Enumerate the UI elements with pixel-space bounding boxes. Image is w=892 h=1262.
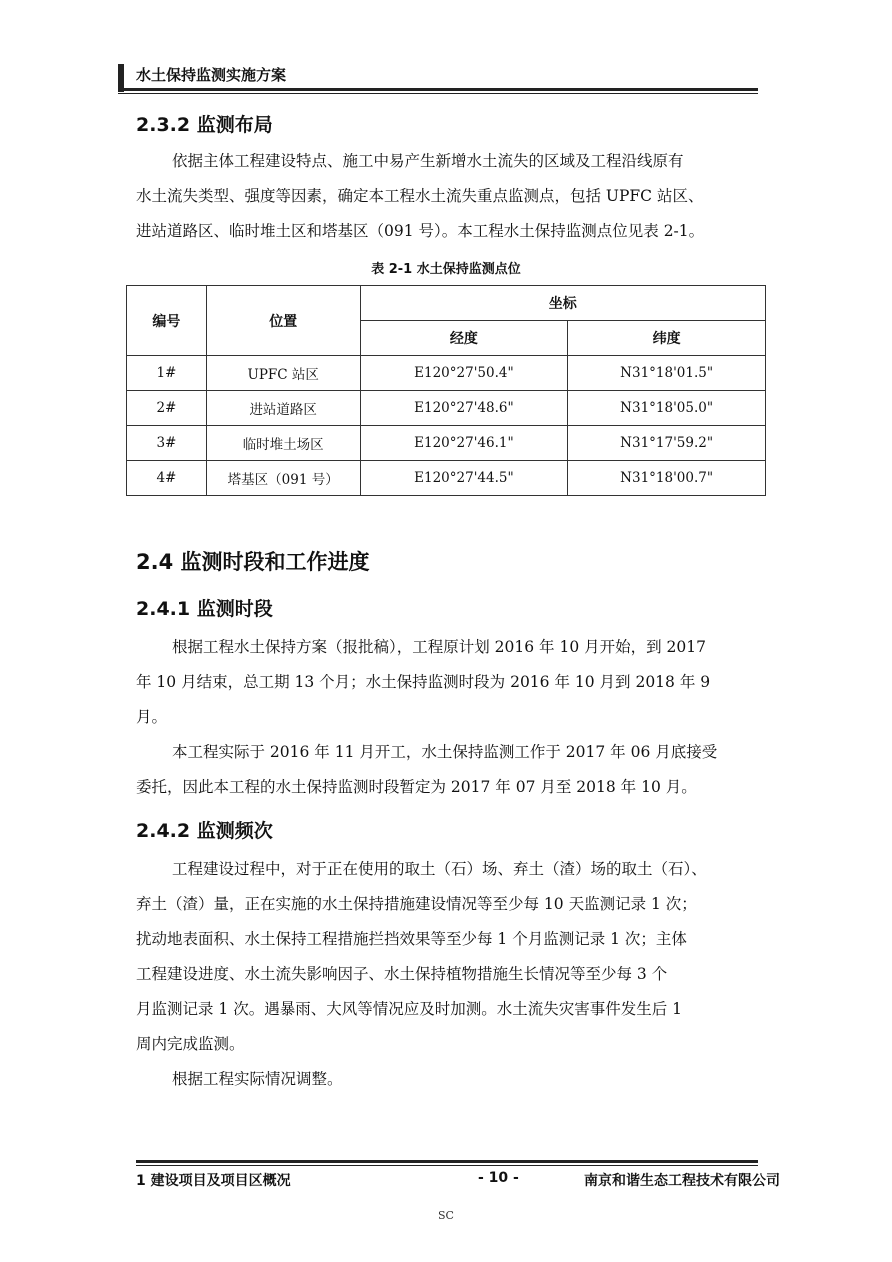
column-header-longitude: 经度 [360, 321, 568, 356]
column-header-latitude: 纬度 [568, 321, 766, 356]
table-row [127, 356, 766, 391]
cell-id: 4# [127, 461, 207, 496]
heading-2-4-1: 2.4.1 监测时段 [136, 598, 273, 620]
cell-latitude: N31°17'59.2" [568, 426, 766, 461]
footer-chapter: 1 建设项目及项目区概况 [136, 1173, 291, 1189]
text-line: 年 10 月结束，总工期 13 个月；水土保持监测时段为 2016 年 10 月到 2018 年 9 [136, 673, 711, 691]
footer-page-number: - 10 - [478, 1170, 519, 1186]
cell-latitude: N31°18'00.7" [568, 461, 766, 496]
cell-id: 3# [127, 426, 207, 461]
text-line: 进站道路区、临时堆土区和塔基区（091 号）。本工程水土保持监测点位见表 2-1。 [136, 222, 705, 240]
text-line: 水土流失类型、强度等因素，确定本工程水土流失重点监测点，包括 UPFC 站区、 [136, 187, 704, 205]
cell-longitude: E120°27'50.4" [360, 356, 568, 391]
text-line: 根据工程水土保持方案（报批稿），工程原计划 2016 年 10 月开始，到 2017 [172, 638, 707, 656]
footer-rule [136, 1160, 758, 1163]
text-line: 弃土（渣）量，正在实施的水土保持措施建设情况等至少每 10 天监测记录 1 次； [136, 895, 697, 913]
paragraph-monitoring-frequency [136, 852, 760, 1062]
heading-2-4-2: 2.4.2 监测频次 [136, 820, 273, 842]
header-rule [118, 88, 758, 91]
cell-longitude: E120°27'48.6" [360, 391, 568, 426]
header-rule-thin [118, 93, 758, 94]
cell-id: 2# [127, 391, 207, 426]
text-line: 月监测记录 1 次。遇暴雨、大风等情况应及时加测。水土流失灾害事件发生后 1 [136, 1000, 683, 1018]
text-line: 依据主体工程建设特点、施工中易产生新增水土流失的区域及工程沿线原有 [172, 152, 684, 170]
footer-company: 南京和谐生态工程技术有限公司 [584, 1173, 780, 1189]
paragraph-monitoring-layout [136, 144, 760, 249]
cell-longitude: E120°27'44.5" [360, 461, 568, 496]
paragraph-adjustment [136, 1062, 760, 1097]
table-row [127, 426, 766, 461]
footer-rule-thin [136, 1165, 758, 1166]
text-line: 工程建设进度、水土流失影响因子、水土保持植物措施生长情况等至少每 3 个 [136, 965, 668, 983]
running-header-title: 水土保持监测实施方案 [136, 66, 287, 84]
text-line: 本工程实际于 2016 年 11 月开工，水土保持监测工作于 2017 年 06 月底接受 [172, 743, 718, 761]
text-line: 周内完成监测。 [136, 1035, 245, 1053]
table-row [127, 461, 766, 496]
column-header-id: 编号 [127, 286, 207, 356]
cell-id: 1# [127, 356, 207, 391]
paragraph-monitoring-period-actual [136, 735, 760, 805]
text-line: 月。 [136, 708, 168, 726]
column-header-coords: 坐标 [360, 286, 765, 321]
heading-2-3-2: 2.3.2 监测布局 [136, 114, 273, 136]
bottom-mark: SC [438, 1209, 454, 1222]
cell-location: UPFC 站区 [206, 356, 360, 391]
heading-2-4: 2.4 监测时段和工作进度 [136, 550, 370, 574]
table-caption: 表 2-1 水土保持监测点位 [371, 262, 521, 277]
text-line: 工程建设过程中，对于正在使用的取土（石）场、弃土（渣）场的取土（石）、 [172, 860, 707, 878]
column-header-location: 位置 [206, 286, 360, 356]
text-line: 委托，因此本工程的水土保持监测时段暂定为 2017 年 07 月至 2018 年 10 月。 [136, 778, 697, 796]
paragraph-monitoring-period-plan [136, 630, 760, 735]
cell-latitude: N31°18'01.5" [568, 356, 766, 391]
cell-longitude: E120°27'46.1" [360, 426, 568, 461]
cell-location: 塔基区（091 号） [206, 461, 360, 496]
text-line: 根据工程实际情况调整。 [172, 1070, 343, 1088]
cell-latitude: N31°18'05.0" [568, 391, 766, 426]
monitoring-points-table [126, 285, 766, 496]
cell-location: 进站道路区 [206, 391, 360, 426]
table-header-row [127, 286, 766, 321]
text-line: 扰动地表面积、水土保持工程措施拦挡效果等至少每 1 个月监测记录 1 次；主体 [136, 930, 687, 948]
table-row [127, 391, 766, 426]
cell-location: 临时堆土场区 [206, 426, 360, 461]
